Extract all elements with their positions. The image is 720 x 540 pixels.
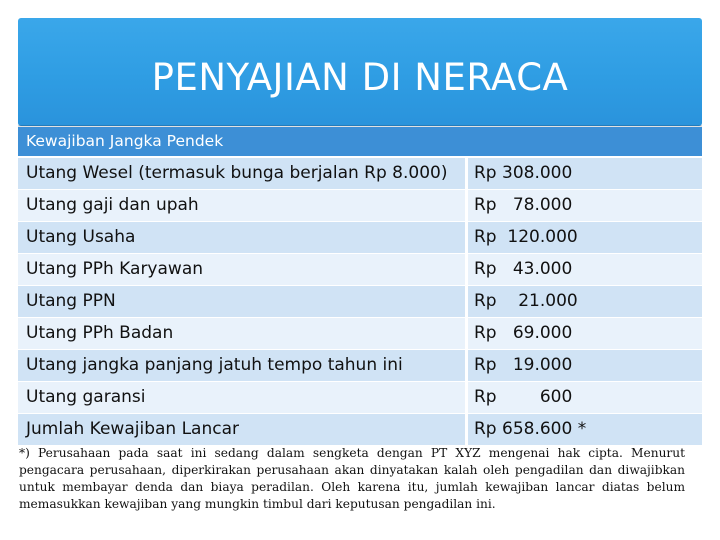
total-label: Jumlah Kewajiban Lancar (26, 419, 239, 439)
table-row (18, 350, 702, 382)
table-row (18, 318, 702, 350)
row-label: Utang jangka panjang jatuh tempo tahun ini (26, 355, 403, 375)
row-value: Rp 19.000 (474, 355, 573, 375)
table-row (18, 254, 702, 286)
row-label: Utang gaji dan upah (26, 195, 199, 215)
row-label: Utang Wesel (termasuk bunga berjalan Rp 8.000) (26, 163, 448, 183)
row-label: Utang PPN (26, 291, 116, 311)
row-label: Utang PPh Badan (26, 323, 174, 343)
table-heading: Kewajiban Jangka Pendek (18, 127, 702, 158)
row-value: Rp 69.000 (474, 323, 573, 343)
total-value: Rp 658.600 * (474, 419, 587, 439)
row-value: Rp 43.000 (474, 259, 573, 279)
table-row (18, 222, 702, 254)
table-row (18, 158, 702, 190)
table-row (18, 190, 702, 222)
page-title: PENYAJIAN DI NERACA (151, 56, 569, 99)
row-value: Rp 600 (474, 387, 573, 407)
row-value: Rp 21.000 (474, 291, 578, 311)
footnote: *) Perusahaan pada saat ini sedang dalam sengketa dengan PT XYZ mengenai hak cipta. Menurut pengacara perusahaan, diperkirakan perusahaan akan dinyatakan kalah oleh pengadilan dan diwajibkan untuk membayar denda dan biaya peradilan. Oleh karena itu, jumlah kewajiban lancar diatas belum memasukkan kewajiban yang mungkin timbul dari keputusan pengadilan ini. (19, 446, 685, 511)
row-value: Rp 308.000 (474, 163, 573, 183)
row-label: Utang garansi (26, 387, 146, 407)
row-label: Utang PPh Karyawan (26, 259, 204, 279)
row-value: Rp 78.000 (474, 195, 573, 215)
table-row (18, 286, 702, 318)
table-row-total (18, 414, 702, 446)
table-row (18, 382, 702, 414)
liabilities-table (18, 127, 702, 446)
row-value: Rp 120.000 (474, 227, 578, 247)
row-label: Utang Usaha (26, 227, 136, 247)
